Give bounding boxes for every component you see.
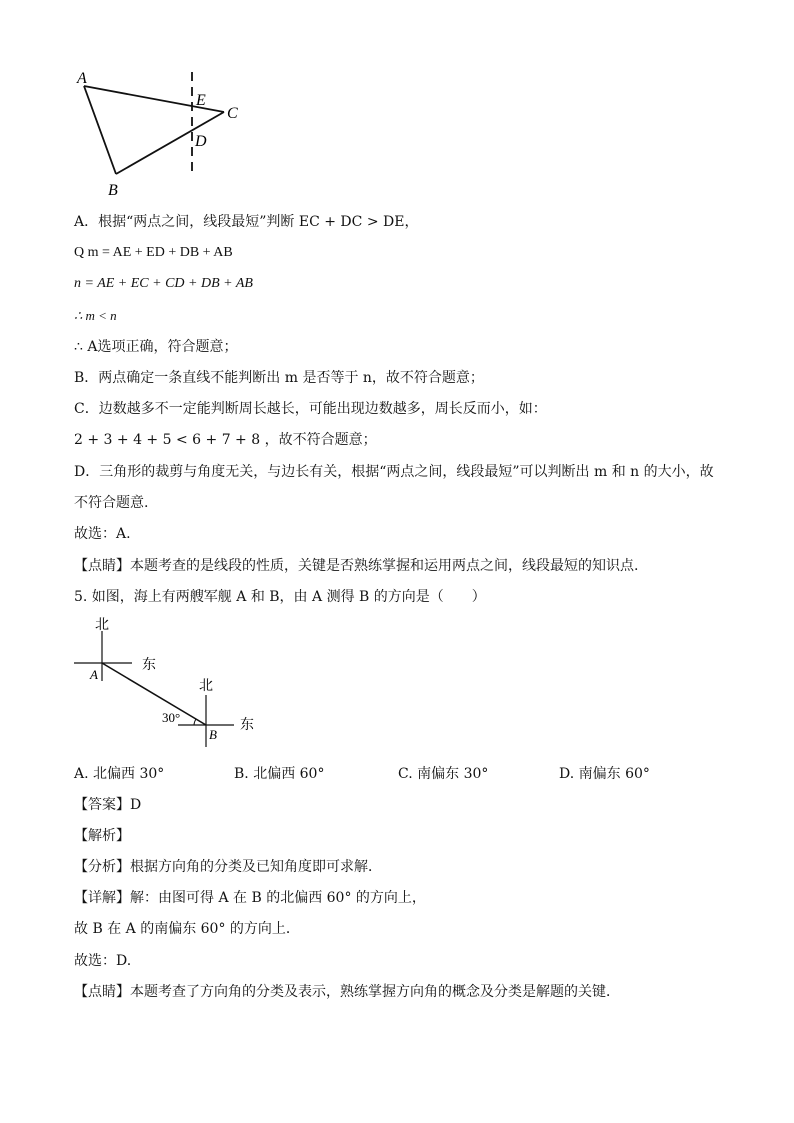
north-label-b: 北: [199, 679, 213, 694]
choice-a: A. 北偏西 30°: [74, 766, 165, 782]
question-5: 5. 如图，海上有两艘军舰 A 和 B，由 A 测得 B 的方向是（ ）: [74, 589, 486, 605]
angle-label: 30°: [162, 710, 181, 725]
xiangjie-line: 【详解】解：由图可得 A 在 B 的北偏西 60° 的方向上，: [74, 890, 426, 906]
east-label-b: 东: [240, 718, 254, 733]
option-c-analysis: C．边数越多不一定能判断周长越长，可能出现边数越多，周长反而小，如：: [74, 401, 547, 417]
point-b-label: B: [209, 727, 217, 742]
a-correct: ∴ A选项正确，符合题意；: [74, 339, 238, 355]
choice-b: B. 北偏西 60°: [234, 766, 325, 782]
option-d-analysis-2: 不符合题意.: [74, 495, 149, 511]
direction-figure: [70, 615, 270, 750]
answer-label: 【答案】D: [74, 797, 142, 813]
option-c-example: 2 + 3 + 4 + 5 < 6 + 7 + 8 ，故不符合题意；: [74, 432, 377, 448]
n-equation: n = AE + EC + CD + DB + AB: [74, 276, 253, 291]
m-less-n: ∴ m < n: [74, 308, 117, 323]
label-d: D: [195, 133, 207, 150]
east-label-a: 东: [142, 658, 156, 673]
triangle-figure: [70, 64, 260, 204]
label-e: E: [196, 92, 206, 109]
point-2: 【点睛】本题考查了方向角的分类及表示，熟练掌握方向角的概念及分类是解题的关键．: [74, 984, 620, 1000]
north-label-a: 北: [95, 618, 109, 633]
point-a-label: A: [90, 667, 98, 682]
label-c: C: [227, 105, 238, 122]
choice-d: D. 南偏东 60°: [559, 766, 650, 782]
label-a: A: [77, 70, 87, 87]
m-equation: Q m = AE + ED + DB + AB: [74, 245, 233, 260]
choose-2: 故选：D.: [74, 953, 132, 969]
point-1: 【点睛】本题考查的是线段的性质，关键是否熟练掌握和运用两点之间，线段最短的知识点.: [74, 558, 639, 574]
option-b-analysis: B．两点确定一条直线不能判断出 m 是否等于 n，故不符合题意；: [74, 370, 484, 386]
option-a-analysis: A．根据“两点之间，线段最短”判断 EC + DC > DE，: [74, 214, 419, 230]
choose-1: 故选：A.: [74, 526, 131, 542]
analysis-label: 【解析】: [74, 828, 130, 844]
fenxi-line: 【分析】根据方向角的分类及已知角度即可求解．: [74, 859, 382, 875]
choice-c: C. 南偏东 30°: [398, 766, 489, 782]
xiangjie-line-2: 故 B 在 A 的南偏东 60° 的方向上．: [74, 921, 300, 937]
label-b: B: [108, 182, 118, 199]
option-d-analysis-1: D．三角形的裁剪与角度无关，与边长有关，根据“两点之间，线段最短”可以判断出 m 和 n 的大小，故: [74, 464, 714, 480]
